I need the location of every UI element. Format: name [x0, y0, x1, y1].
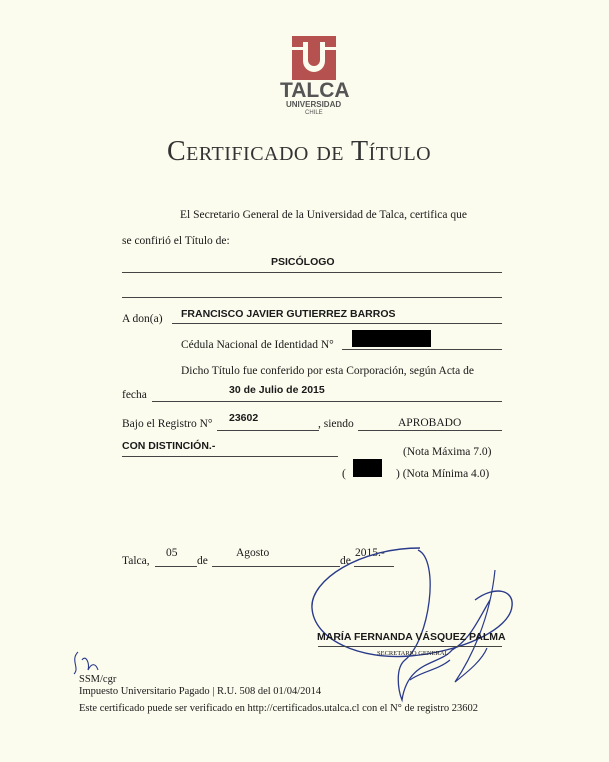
degree-value: PSICÓLOGO: [271, 256, 335, 268]
logo-name: TALCA: [280, 79, 350, 102]
verify-line: Este certificado puede ser verificado en http://certificados.utalca.cl con el N° de registro 23602: [79, 703, 478, 714]
signer-line: [318, 646, 502, 647]
conferred-text: Dicho Título fue conferido por esta Corporación, según Acta de: [181, 365, 474, 377]
page-title: Certificado de Título: [167, 136, 432, 167]
year: 2015.-: [355, 547, 385, 559]
registry-label: Bajo el Registro N°: [122, 418, 213, 430]
recipient-name: FRANCISCO JAVIER GUTIERREZ BARROS: [181, 308, 396, 320]
tax-line: Impuesto Universitario Pagado | R.U. 508 del 01/04/2014: [79, 686, 322, 697]
recipient-label: A don(a): [122, 313, 163, 325]
status-label: , siendo: [318, 418, 354, 430]
max-grade: (Nota Máxima 7.0): [403, 446, 492, 458]
date-label: fecha: [122, 389, 147, 401]
day: 05: [166, 547, 178, 559]
act-date: 30 de Julio de 2015: [229, 384, 325, 396]
de-2: de: [340, 555, 351, 567]
grade-open: (: [342, 468, 346, 480]
logo-sub: UNIVERSIDAD: [286, 100, 342, 109]
intro-line-2: se confirió el Título de:: [122, 235, 230, 247]
intro-line-1: El Secretario General de la Universidad de Talca, certifica que: [180, 209, 467, 221]
signer-name: MARÍA FERNANDA VÁSQUEZ PALMA: [317, 631, 506, 643]
distinction: CON DISTINCIÓN.-: [122, 440, 216, 452]
id-label: Cédula Nacional de Identidad N°: [181, 339, 334, 351]
signer-role: SECRETARIO GENERAL: [377, 650, 449, 657]
de-1: de: [197, 555, 208, 567]
min-grade: ) (Nota Mínima 4.0): [396, 468, 490, 480]
initials: SSM/cgr: [79, 674, 117, 685]
logo-country: CHILE: [305, 110, 323, 116]
status-value: APROBADO: [398, 417, 462, 429]
place: Talca,: [122, 555, 150, 567]
registry-number: 23602: [229, 412, 259, 424]
month: Agosto: [236, 547, 270, 559]
